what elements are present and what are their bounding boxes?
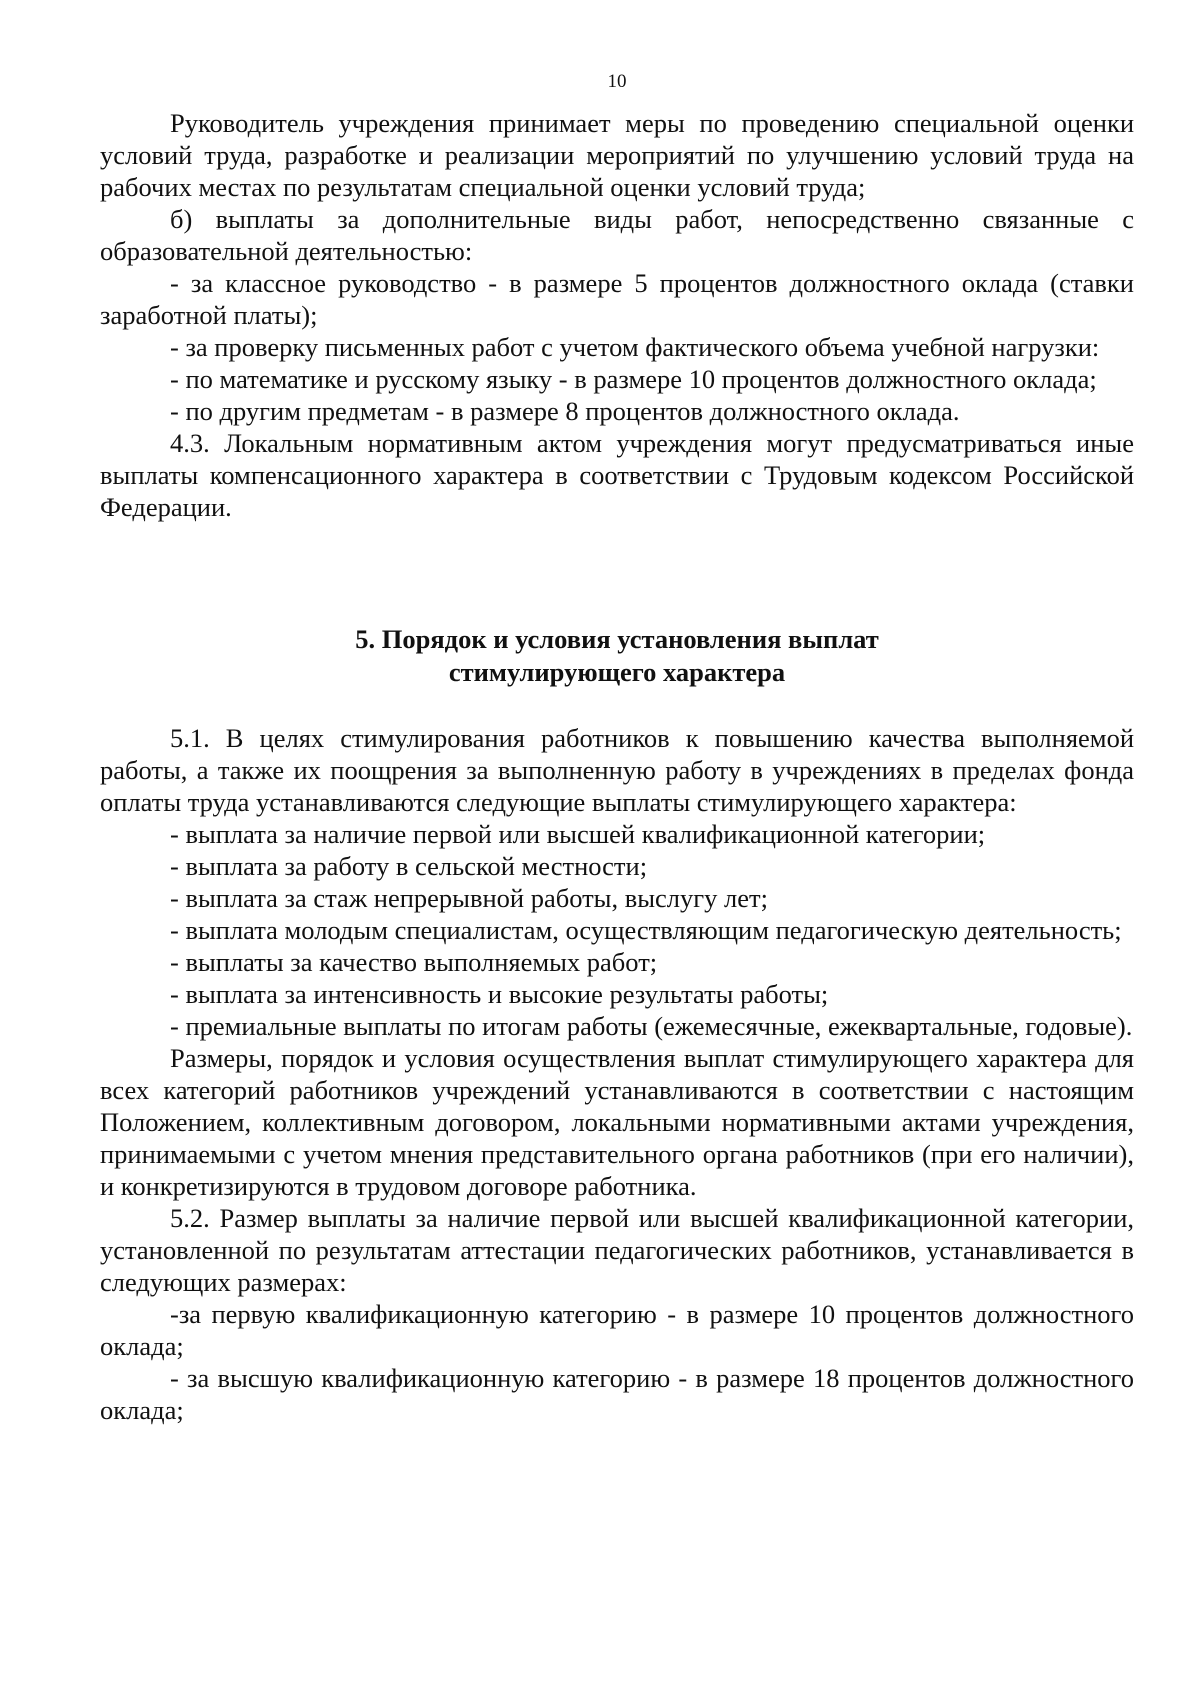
paragraph-special-assessment: Руководитель учреждения принимает меры по проведению специальной оценки условий труда, разработке и реализации мероприятий по улучшению условий труда на рабочих местах по результатам специальной оценки условий труда; (100, 108, 1134, 202)
list-item-highest-category: - за высшую квалификационную категорию - в размере 18 процентов должностного оклада; (100, 1363, 1134, 1425)
paragraph-other-subjects: - по другим предметам - в размере 8 процентов должностного оклада. (170, 396, 960, 426)
list-item-bonuses: - премиальные выплаты по итогам работы (ежемесячные, ежеквартальные, годовые). (170, 1011, 1133, 1041)
paragraph-additional-work: б) выплаты за дополнительные виды работ, непосредственно связанные с образовательной деятельностью: (100, 204, 1134, 266)
list-item-young-specialists: - выплата молодым специалистам, осуществляющим педагогическую деятельность; (170, 915, 1122, 945)
paragraph-class-management: - за классное руководство - в размере 5 процентов должностного оклада (ставки заработной платы); (100, 268, 1134, 330)
list-item-category: - выплата за наличие первой или высшей квалификационной категории; (170, 819, 986, 849)
paragraph-5-2: 5.2. Размер выплаты за наличие первой или высшей квалификационной категории, установленной по результатам аттестации педагогических работников, устанавливается в следующих размерах: (100, 1203, 1134, 1297)
paragraph-4-3: 4.3. Локальным нормативным актом учреждения могут предусматриваться иные выплаты компенсационного характера в соответствии с Трудовым кодексом Российской Федерации. (100, 428, 1134, 522)
section-heading (100, 623, 1134, 689)
list-item-rural: - выплата за работу в сельской местности; (170, 851, 648, 881)
paragraph-5-1: 5.1. В целях стимулирования работников к повышению качества выполняемой работы, а также их поощрения за выполненную работу в учреждениях в пределах фонда оплаты труда устанавливаются следующие выплаты стимулирующего характера: (100, 723, 1134, 817)
paragraph-sizes-order: Размеры, порядок и условия осуществления выплат стимулирующего характера для всех категорий работников учреждений устанавливаются в соответствии с настоящим Положением, коллективным договором, локальными нормативными актами учреждения, принимаемыми с учетом мнения представительного органа работников (при его наличии), и конкретизируются в трудовом договоре работника. (100, 1043, 1134, 1201)
page-number: 10 (607, 71, 627, 92)
list-item-seniority: - выплата за стаж непрерывной работы, выслугу лет; (170, 883, 768, 913)
document-page (100, 0, 1134, 1697)
section-heading-line1: 5. Порядок и условия установления выплат (355, 624, 879, 654)
list-item-first-category: -за первую квалификационную категорию - в размере 10 процентов должностного оклада; (100, 1299, 1134, 1361)
list-item-intensity: - выплата за интенсивность и высокие результаты работы; (170, 979, 829, 1009)
paragraph-checking-works: - за проверку письменных работ с учетом фактического объема учебной нагрузки: (170, 332, 1100, 362)
body-text-bottom (100, 722, 1134, 1426)
section-heading-line2: стимулирующего характера (448, 657, 786, 687)
list-item-quality: - выплаты за качество выполняемых работ; (170, 947, 658, 977)
body-text-top (100, 107, 1134, 523)
paragraph-math-russian: - по математике и русскому языку - в размере 10 процентов должностного оклада; (170, 364, 1097, 394)
